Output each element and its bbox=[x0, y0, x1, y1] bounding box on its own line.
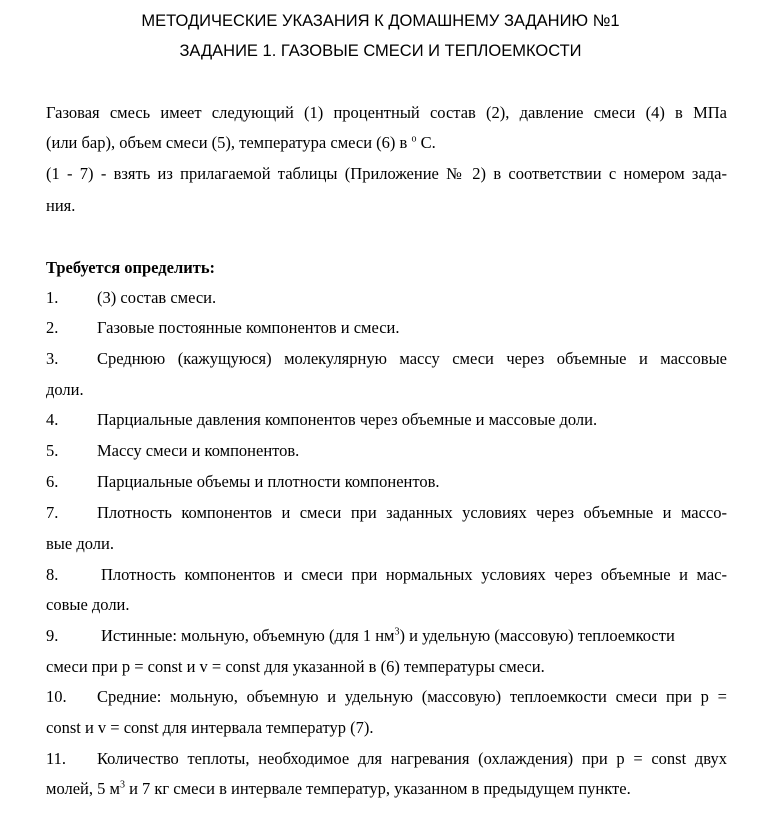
item-number: 9. bbox=[46, 626, 59, 645]
item-text: Плотность компонентов и смеси при заданных условиях через объемные и массо- bbox=[97, 503, 727, 522]
item-number: 10. bbox=[46, 687, 67, 706]
text: ) и удельную (массовую) теплоемкости bbox=[399, 626, 675, 645]
text: (или бар), объем смеси (5), температура смеси (6) в bbox=[46, 133, 412, 152]
item-text-continued: const и v = const для интервала температур (7). bbox=[46, 718, 374, 737]
superscript: 3 bbox=[119, 779, 125, 791]
item-text-continued bbox=[46, 779, 631, 799]
item-number: 2. bbox=[46, 318, 59, 337]
text: С. bbox=[416, 133, 436, 152]
superscript: 3 bbox=[394, 626, 400, 638]
document-subtitle: ЗАДАНИЕ 1. ГАЗОВЫЕ СМЕСИ И ТЕПЛОЕМКОСТИ bbox=[179, 42, 582, 60]
item-text: Парциальные объемы и плотности компонентов. bbox=[97, 472, 440, 491]
item-text: Средние: мольную, объемную и удельную (массовую) теплоемкости смеси при p = bbox=[97, 687, 727, 706]
intro-line: (1 - 7) - взять из прилагаемой таблицы (Приложение № 2) в соответствии с номером зада- bbox=[46, 164, 727, 183]
item-text-continued: совые доли. bbox=[46, 595, 130, 614]
item-text: Газовые постоянные компонентов и смеси. bbox=[97, 318, 400, 337]
item-number: 6. bbox=[46, 472, 59, 491]
intro-line bbox=[46, 133, 436, 153]
text: молей, 5 м bbox=[46, 779, 120, 798]
item-text: Массу смеси и компонентов. bbox=[97, 441, 300, 460]
item-number: 3. bbox=[46, 349, 59, 368]
intro-line: ния. bbox=[46, 196, 76, 215]
section-heading bbox=[46, 258, 215, 278]
item-text: Количество теплоты, необходимое для нагревания (охлаждения) при p = const двух bbox=[97, 749, 727, 768]
degree-sup: o bbox=[411, 133, 417, 145]
item-text bbox=[101, 626, 727, 646]
item-number: 7. bbox=[46, 503, 59, 522]
item-number: 4. bbox=[46, 410, 59, 429]
item-text: Среднюю (кажущуюся) молекулярную массу смеси через объемные и массовые bbox=[97, 349, 727, 368]
item-number: 11. bbox=[46, 749, 67, 768]
document-title: МЕТОДИЧЕСКИЕ УКАЗАНИЯ К ДОМАШНЕМУ ЗАДАНИЮ №1 bbox=[141, 12, 620, 30]
intro-line: Газовая смесь имеет следующий (1) процентный состав (2), давление смеси (4) в МПа bbox=[46, 103, 727, 122]
heading-text: Требуется определить: bbox=[46, 258, 216, 277]
item-number: 1. bbox=[46, 288, 59, 307]
text: Истинные: мольную, объемную (для 1 нм bbox=[101, 626, 395, 645]
item-text: Плотность компонентов и смеси при нормальных условиях через объемные и мас- bbox=[101, 565, 727, 584]
item-number: 5. bbox=[46, 441, 59, 460]
item-text-continued: смеси при p = const и v = const для указанной в (6) температуры смеси. bbox=[46, 657, 545, 676]
item-number: 8. bbox=[46, 565, 59, 584]
item-text-continued: вые доли. bbox=[46, 534, 114, 553]
text: и 7 кг смеси в интервале температур, указанном в предыдущем пункте. bbox=[124, 779, 631, 798]
item-text-continued: доли. bbox=[46, 380, 84, 399]
item-text: (3) состав смеси. bbox=[97, 288, 217, 307]
item-text: Парциальные давления компонентов через объемные и массовые доли. bbox=[97, 410, 598, 429]
